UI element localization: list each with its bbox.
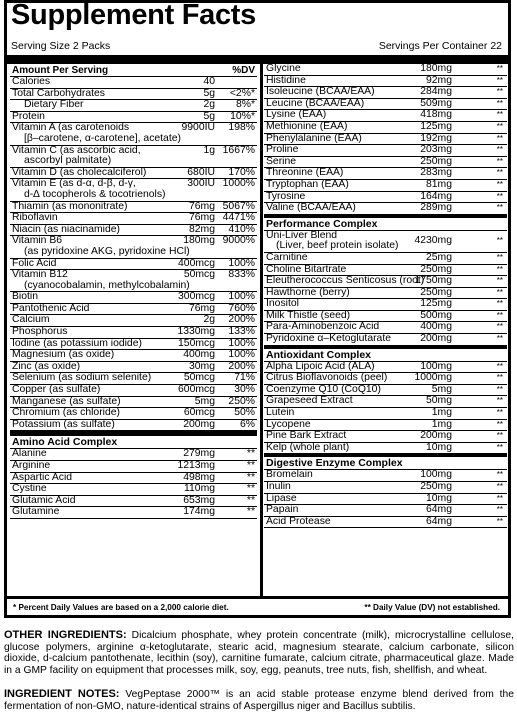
- nutrient-amount: 250mg: [420, 155, 452, 167]
- nutrient-dv: **: [496, 470, 503, 480]
- nutrient-row: [10, 270, 257, 292]
- nutrient-row: [10, 327, 257, 339]
- nutrient-amount: 289mg: [420, 202, 452, 214]
- nutrient-row: [264, 470, 507, 482]
- nutrient-dv: 100%: [228, 337, 255, 349]
- nutrient-amount: 40: [203, 76, 215, 87]
- nutrient-name: Alanine: [12, 448, 47, 460]
- nutrient-row: [10, 123, 257, 145]
- nutrient-dv: **: [496, 121, 503, 131]
- amount-header: Amount Per Serving: [12, 65, 109, 76]
- nutrient-amount: 5g: [203, 87, 215, 99]
- nutrient-dv: **: [496, 145, 503, 155]
- nutrient-amount: 653mg: [183, 494, 215, 506]
- nutrient-name: Folic Acid: [12, 257, 57, 269]
- nutrient-amount: 200mg: [183, 418, 215, 430]
- nutrient-name: Calories: [12, 76, 51, 87]
- nutrient-row: [264, 408, 507, 420]
- nutrient-name: Choline Bitartrate: [266, 263, 347, 275]
- nutrient-name: Threonine (EAA): [266, 167, 344, 179]
- nutrient-amount: 25mg: [426, 251, 452, 263]
- other-ingredients-label: OTHER INGREDIENTS:: [4, 629, 127, 641]
- nutrient-name: Methionine (EAA): [266, 120, 348, 132]
- panel-title: Supplement Facts: [11, 0, 256, 31]
- nutrient-name: Vitamin D (as cholecalciferol): [12, 166, 147, 178]
- nutrient-dv: **: [496, 384, 503, 394]
- supplement-facts-panel: [4, 0, 511, 618]
- ingredient-notes: [4, 689, 514, 712]
- nutrient-amount: 180mg: [183, 235, 215, 247]
- nutrient-dv: **: [496, 322, 503, 332]
- nutrient-row: [264, 288, 507, 300]
- nutrient-dv: 71%: [234, 372, 255, 384]
- nutrient-row: [10, 507, 257, 519]
- nutrient-dv: **: [496, 276, 503, 286]
- nutrient-amount: 30mg: [189, 360, 215, 372]
- ingredient-notes-label: INGREDIENT NOTES:: [4, 688, 120, 700]
- nutrient-name: Pantothenic Acid: [12, 302, 90, 314]
- nutrient-name: Lipase: [266, 492, 297, 504]
- bottom-divider: [7, 596, 508, 599]
- nutrient-dv: **: [496, 419, 503, 429]
- nutrient-dv: 100%: [228, 349, 255, 361]
- nutrient-dv: 30%: [234, 384, 255, 396]
- nutrient-dv: 10%*: [230, 110, 255, 122]
- nutrient-dv: **: [496, 156, 503, 166]
- nutrient-amount: 1mg: [431, 418, 452, 430]
- nutrient-name: Potassium (as sulfate): [12, 418, 115, 430]
- section-title: Antioxidant Complex: [264, 346, 507, 362]
- nutrient-amount: 279mg: [183, 448, 215, 460]
- nutrient-name: Vitamin E (as d-α, d-β, d-γ,: [12, 178, 136, 190]
- nutrient-amount: 283mg: [420, 167, 452, 179]
- nutrient-amount: 64mg: [426, 504, 452, 516]
- nutrient-dv: **: [496, 482, 503, 491]
- nutrient-dv: **: [496, 396, 503, 406]
- nutrient-dv: **: [496, 493, 503, 503]
- nutrient-name: Inositol: [266, 298, 299, 310]
- nutrient-amount: 5mg: [194, 395, 215, 407]
- section-title: Amino Acid Complex: [10, 431, 257, 449]
- nutrient-amount: 400mg: [183, 349, 215, 361]
- nutrient-amount: 50mcg: [183, 269, 215, 281]
- nutrient-row: [264, 334, 507, 346]
- nutrient-amount: 300IU: [187, 178, 215, 190]
- nutrient-amount: 200mg: [420, 333, 452, 345]
- nutrient-dv: 8%*: [235, 99, 255, 111]
- nutrient-amount: 600mcg: [178, 384, 215, 396]
- nutrient-dv: **: [496, 179, 503, 189]
- nutrient-dv: **: [496, 334, 503, 344]
- nutrient-amount: 1000mg: [414, 372, 452, 384]
- dv-header: %DV: [232, 65, 255, 76]
- nutrient-amount: 60mcg: [183, 407, 215, 419]
- nutrient-dv: **: [496, 299, 503, 309]
- nutrient-row: [264, 443, 507, 455]
- nutrient-dv: **: [496, 252, 503, 262]
- nutrient-amount: 509mg: [420, 97, 452, 109]
- nutrient-amount: 110mg: [184, 483, 215, 495]
- nutrient-row: [264, 396, 507, 408]
- nutrient-row: [264, 253, 507, 265]
- nutrient-row: [10, 213, 257, 225]
- nutrient-row: [10, 146, 257, 168]
- nutrient-dv: 833%: [228, 269, 255, 281]
- nutrient-name: Leucine (BCAA/EAA): [266, 97, 365, 109]
- nutrient-dv: **: [496, 64, 503, 73]
- nutrient-amount: 4230mg: [414, 234, 452, 246]
- nutrient-dv: 6%: [239, 418, 255, 430]
- nutrient-name-detail: d-∆ tocopherols & tocotrienols): [24, 188, 166, 200]
- nutrient-name: Vitamin B12: [12, 269, 68, 281]
- nutrient-amount: 400mg: [420, 321, 452, 333]
- nutrient-amount: 9900IU: [181, 122, 215, 134]
- nutrient-dv: 100%: [228, 291, 255, 303]
- nutrient-amount: 1330mg: [177, 326, 215, 338]
- nutrient-dv: <2%*: [229, 87, 255, 99]
- nutrient-name: Tyrosine: [266, 190, 306, 202]
- nutrient-dv: 200%: [228, 360, 255, 372]
- nutrient-dv: **: [496, 133, 503, 143]
- nutrient-dv: 1000%: [222, 178, 255, 190]
- nutrient-name: Cystine: [12, 483, 47, 495]
- nutrient-amount: 100mg: [420, 469, 452, 481]
- nutrient-amount: 300mcg: [178, 291, 215, 303]
- nutrient-name: Inulin: [266, 481, 291, 492]
- nutrient-amount: 2g: [203, 99, 215, 111]
- nutrient-dv: **: [496, 287, 503, 297]
- nutrient-name: Histidine: [266, 74, 306, 86]
- nutrient-dv: 100%: [228, 257, 255, 269]
- nutrient-amount: 174mg: [183, 506, 215, 518]
- nutrient-amount: 10mg: [426, 492, 452, 504]
- nutrient-amount: 92mg: [426, 74, 452, 86]
- nutrient-name: Aspartic Acid: [12, 471, 73, 483]
- nutrient-name: Grapeseed Extract: [266, 395, 353, 407]
- nutrient-amount: 192mg: [420, 132, 452, 144]
- nutrient-amount: 180mg: [420, 63, 452, 74]
- nutrient-amount: 150mcg: [178, 337, 215, 349]
- nutrient-amount: 5mg: [431, 383, 452, 395]
- nutrient-dv: **: [496, 361, 503, 371]
- nutrient-name: Pine Bark Extract: [266, 430, 347, 442]
- nutrient-amount: 250mg: [420, 286, 452, 298]
- nutrient-name: Papain: [266, 504, 299, 516]
- nutrient-dv: 760%: [228, 302, 255, 314]
- column-divider: [260, 64, 263, 596]
- nutrient-row: [10, 77, 257, 89]
- nutrient-dv: 50%: [234, 407, 255, 419]
- nutrient-amount: 1750mg: [414, 275, 452, 287]
- nutrient-amount: 76mg: [189, 302, 215, 314]
- nutrient-amount: 164mg: [420, 190, 452, 202]
- nutrient-amount: 500mg: [420, 309, 452, 321]
- nutrient-name: Lycopene: [266, 418, 311, 430]
- nutrient-name: Serine: [266, 155, 297, 167]
- ingredient-notes-text: VegPeptase 2000™ is an acid stable protease enzyme blend derived from the fermentation of non-GMO, nature-identical strains of Aspergillus niger and Bacillus subtilis.: [4, 689, 514, 712]
- nutrient-row: [264, 64, 507, 76]
- nutrient-name-detail: (cyanocobalamin, methylcobalamin): [24, 279, 190, 291]
- nutrient-row: [10, 473, 257, 485]
- nutrient-row: [264, 122, 507, 134]
- nutrient-dv: **: [496, 442, 503, 452]
- nutrient-dv: **: [496, 264, 503, 274]
- nutrient-row: [264, 180, 507, 192]
- nutrient-amount: 50mg: [426, 395, 452, 407]
- nutrient-name: Phosphorus: [12, 326, 68, 338]
- nutrient-row: [264, 231, 507, 253]
- nutrient-name: Glycine: [266, 63, 301, 74]
- nutrient-row: [264, 134, 507, 146]
- nutrient-dv: **: [496, 516, 503, 526]
- nutrient-row: [10, 461, 257, 473]
- nutrient-dv: **: [496, 98, 503, 108]
- nutrient-dv: 5067%: [222, 200, 255, 212]
- nutrient-amount: 284mg: [420, 86, 452, 98]
- nutrient-dv: **: [496, 87, 503, 97]
- nutrient-name: Coenzyme Q10 (CoQ10): [266, 383, 381, 395]
- nutrient-dv: 200%: [228, 314, 255, 326]
- nutrient-name: Bromelain: [266, 469, 313, 481]
- nutrient-dv: 1667%: [222, 144, 255, 156]
- nutrient-amount: 418mg: [420, 109, 452, 121]
- nutrient-amount: 2g: [203, 314, 215, 326]
- nutrient-name-detail: (Liver, beef protein isolate): [276, 240, 399, 252]
- nutrient-amount: 76mg: [189, 212, 215, 224]
- nutrient-dv: **: [496, 505, 503, 515]
- nutrient-name: Phenylalanine (EAA): [266, 132, 362, 144]
- other-ingredients: [4, 630, 514, 676]
- nutrient-amount: 250mg: [420, 263, 452, 275]
- nutrient-name: Acid Protease: [266, 515, 331, 527]
- nutrient-row: [10, 420, 257, 432]
- nutrient-dv: **: [246, 471, 255, 483]
- nutrient-dv: **: [496, 191, 503, 201]
- nutrient-amount: 250mg: [420, 481, 452, 492]
- nutrient-amount: 81mg: [426, 178, 452, 190]
- nutrient-name: Lysine (EAA): [266, 109, 327, 121]
- nutrient-name: Hawthorne (berry): [266, 286, 350, 298]
- nutrient-amount: 100mg: [420, 360, 452, 372]
- nutrient-dv: 9000%: [222, 235, 255, 247]
- nutrient-amount: 1213mg: [177, 460, 215, 471]
- right-column: [264, 64, 507, 528]
- nutrient-name: Eleutherococcus Senticosus (root): [266, 275, 425, 287]
- nutrient-amount: 82mg: [189, 223, 215, 235]
- nutrient-dv: **: [496, 408, 503, 418]
- footnote-percent-dv: * Percent Daily Values are based on a 2,000 calorie diet.: [13, 603, 229, 612]
- nutrient-name: Magnesium (as oxide): [12, 349, 115, 361]
- nutrient-dv: **: [246, 483, 255, 495]
- nutrient-amount: 498mg: [183, 471, 215, 483]
- nutrient-amount: 1g: [203, 144, 215, 156]
- nutrient-amount: 200mg: [420, 430, 452, 442]
- nutrient-dv: **: [496, 431, 503, 441]
- nutrient-name: Protein: [12, 110, 45, 122]
- footnote-dv-not-established: ** Daily Value (DV) not established.: [364, 603, 500, 612]
- nutrient-name: Tryptophan (EAA): [266, 178, 349, 190]
- nutrient-dv: 250%: [228, 395, 255, 407]
- nutrient-dv: **: [496, 235, 503, 245]
- nutrient-row: [10, 236, 257, 258]
- section-title: Performance Complex: [264, 215, 507, 231]
- nutrient-row: [264, 482, 507, 494]
- nutrient-name: Copper (as sulfate): [12, 384, 101, 396]
- nutrient-name: Valine (BCAA/EAA): [266, 202, 356, 214]
- nutrient-name: Vitamin A (as carotenoids: [12, 122, 130, 134]
- nutrient-name: Manganese (as sulfate): [12, 395, 121, 407]
- nutrient-name: Citrus Bioflavonoids (peel): [266, 372, 388, 384]
- nutrient-dv: **: [496, 168, 503, 178]
- nutrient-dv: 170%: [228, 166, 255, 178]
- nutrient-name-detail: [β–carotene, α-carotene], acetate): [24, 132, 181, 144]
- nutrient-name: Para-Aminobenzoic Acid: [266, 321, 380, 333]
- nutrient-row: [10, 179, 257, 201]
- nutrient-name-detail: ascorbyl palmitate): [24, 155, 112, 167]
- nutrient-dv: **: [246, 494, 255, 506]
- nutrient-name: Isoleucine (BCAA/EAA): [266, 86, 375, 98]
- nutrient-name: Uni-Liver Blend: [266, 229, 338, 241]
- nutrient-dv: **: [496, 373, 503, 383]
- nutrient-amount: 1mg: [431, 407, 452, 419]
- nutrient-name: Kelp (whole plant): [266, 441, 350, 453]
- nutrient-name: Niacin (as niacinamide): [12, 223, 120, 235]
- nutrient-name: Selenium (as sodium selenite): [12, 372, 152, 384]
- nutrient-name: Glutamine: [12, 506, 60, 518]
- nutrient-amount: 5g: [203, 110, 215, 122]
- nutrient-amount: 76mg: [189, 200, 215, 212]
- nutrient-name: Calcium: [12, 314, 50, 326]
- nutrient-row: [264, 203, 507, 215]
- nutrient-dv: **: [246, 448, 255, 460]
- nutrient-dv: **: [246, 506, 255, 518]
- left-column: [10, 64, 257, 519]
- nutrient-name: Proline: [266, 144, 299, 156]
- serving-size: Serving Size 2 Packs: [11, 40, 111, 52]
- nutrient-amount: 125mg: [420, 298, 452, 310]
- nutrient-amount: 64mg: [426, 515, 452, 527]
- nutrient-name: Iodine (as potassium iodide): [12, 337, 142, 349]
- nutrient-dv: 410%: [228, 223, 255, 235]
- nutrient-name: Lutein: [266, 407, 295, 419]
- nutrient-name: Arginine: [12, 460, 51, 471]
- nutrient-name: Vitamin B6: [12, 235, 63, 247]
- nutrient-dv: **: [496, 203, 503, 213]
- nutrient-name: Chromium (as chloride): [12, 407, 120, 419]
- nutrient-name: Milk Thistle (seed): [266, 309, 351, 321]
- servings-per-container: Servings Per Container 22: [378, 40, 502, 52]
- nutrient-dv: **: [496, 110, 503, 120]
- nutrient-name: Alpha Lipoic Acid (ALA): [266, 360, 375, 372]
- nutrient-row: [264, 494, 507, 506]
- nutrient-name: Riboflavin: [12, 212, 58, 224]
- nutrient-amount: 203mg: [420, 144, 452, 156]
- nutrient-row: [264, 517, 507, 529]
- nutrient-row: [264, 276, 507, 288]
- nutrient-amount: 125mg: [420, 120, 452, 132]
- nutrient-dv: **: [496, 75, 503, 85]
- nutrient-name: Glutamic Acid: [12, 494, 76, 506]
- other-ingredients-text: Dicalcium phosphate, whey protein concentrate (milk), microcrystalline cellulose, glucose polymers, arginine α-ketoglutarate, stearic acid, magnesium stearate, calcium carbonate, silicon dioxide, d-calcium pantothenate, lecithin (soy), carnitine fumarate, calcium citrate, pharmaceutical glaze. Made in a GMP facility on equipment that processes milk, soy, egg, peanuts, tree nuts, fish, shellfish, and wheat.: [4, 630, 514, 676]
- nutrient-name: Biotin: [12, 291, 38, 303]
- nutrient-name: Thiamin (as mononitrate): [12, 200, 128, 212]
- nutrient-name: Total Carbohydrates: [12, 87, 105, 99]
- nutrient-amount: 50mcg: [183, 372, 215, 384]
- nutrient-row: [264, 145, 507, 157]
- nutrient-amount: 10mg: [426, 441, 452, 453]
- nutrient-name: Pyridoxine α–Ketoglutarate: [266, 333, 391, 345]
- nutrient-amount: 400mcg: [178, 257, 215, 269]
- nutrient-name: Carnitine: [266, 251, 308, 263]
- nutrient-name: Vitamin C (as ascorbic acid,: [12, 144, 141, 156]
- section-title: Digestive Enzyme Complex: [264, 454, 507, 470]
- nutrient-dv: 198%: [228, 122, 255, 134]
- nutrient-name: Dietary Fiber: [24, 99, 84, 111]
- nutrient-dv: 4471%: [222, 212, 255, 224]
- nutrient-dv: **: [496, 310, 503, 320]
- nutrient-row: [10, 385, 257, 397]
- nutrient-dv: **: [246, 460, 255, 471]
- nutrient-dv: 133%: [228, 326, 255, 338]
- nutrient-name: Zinc (as oxide): [12, 360, 81, 372]
- nutrient-amount: 680IU: [187, 166, 215, 178]
- nutrient-name-detail: (as pyridoxine AKG, pyridoxine HCl): [24, 245, 190, 257]
- nutrient-row: [10, 100, 257, 112]
